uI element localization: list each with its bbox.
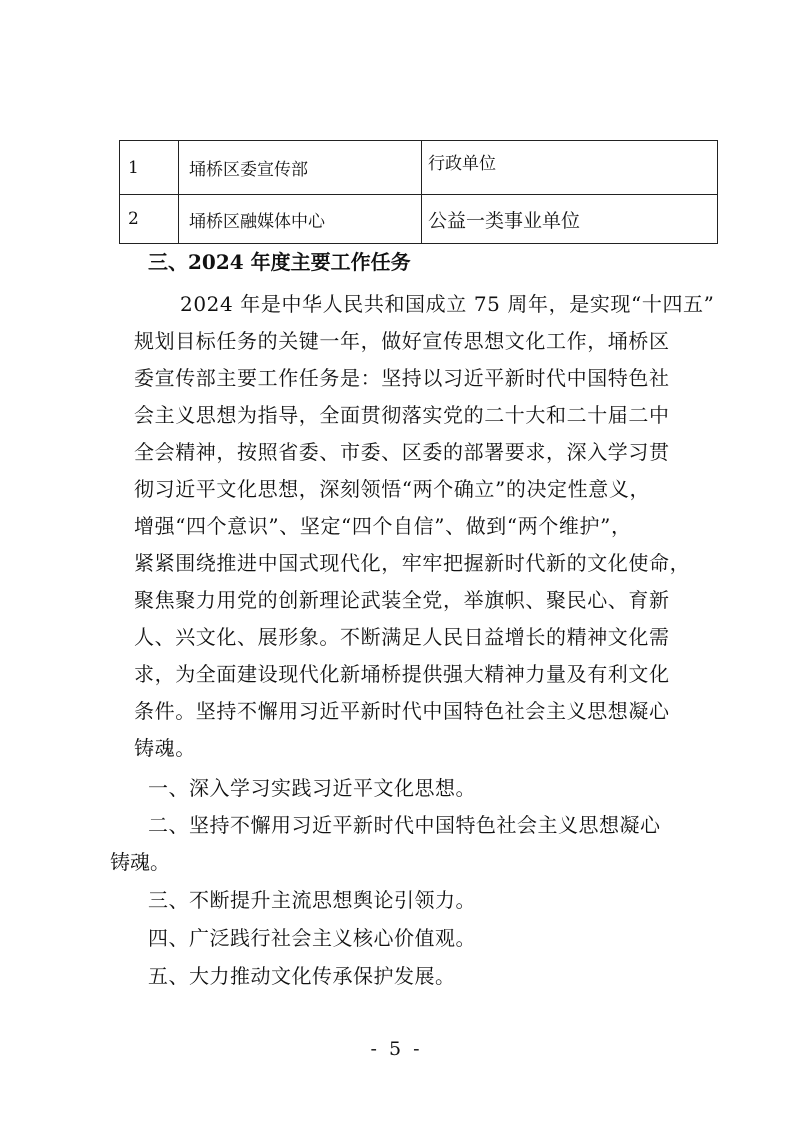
- paragraph-line: 铸魂。: [134, 736, 196, 760]
- paragraph-line: 全会精神，按照省委、市委、区委的部署要求，深入学习贯: [134, 440, 670, 464]
- paragraph-line: 彻习近平文化思想，深刻领悟“两个确立”的决定性意义，: [134, 477, 651, 501]
- paragraph-line: 会主义思想为指导，全面贯彻落实党的二十大和二十届二中: [134, 403, 670, 427]
- list-item: 一、深入学习实践习近平文化思想。: [148, 776, 476, 800]
- unit-name: 埇桥区融媒体中心: [179, 195, 422, 244]
- paragraph-line: 紧紧围绕推进中国式现代化，牢牢把握新时代新的文化使命，: [134, 551, 691, 575]
- paragraph-line: 规划目标任务的关键一年，做好宣传思想文化工作，埇桥区: [134, 329, 670, 353]
- paragraph-line: 求，为全面建设现代化新埇桥提供强大精神力量及有利文化: [134, 662, 670, 686]
- paragraph-line: 委宣传部主要工作任务是：坚持以习近平新时代中国特色社: [134, 366, 670, 390]
- list-item: 二、坚持不懈用习近平新时代中国特色社会主义思想凝心: [148, 813, 661, 837]
- paragraph-line: 聚焦聚力用党的创新理论武装全党，举旗帜、聚民心、育新: [134, 588, 670, 612]
- row-number: 2: [120, 195, 179, 244]
- paragraph-line: 条件。坚持不懈用习近平新时代中国特色社会主义思想凝心: [134, 699, 670, 723]
- list-item-continuation: 铸魂。: [110, 850, 170, 874]
- unit-name: 埇桥区委宣传部: [179, 141, 422, 195]
- list-item: 三、不断提升主流思想舆论引领力。: [148, 888, 476, 912]
- list-item: 五、大力推动文化传承保护发展。: [148, 964, 456, 988]
- table-row: [120, 141, 718, 195]
- unit-table: [119, 140, 718, 244]
- paragraph-line: 2024 年是中华人民共和国成立 75 周年，是实现“十四五”: [180, 292, 715, 316]
- paragraph-line: 增强“四个意识”、坚定“四个自信”、做到“两个维护”，: [134, 514, 632, 538]
- table-row: [120, 195, 718, 244]
- unit-type: 行政单位: [422, 141, 718, 195]
- row-number: 1: [120, 141, 179, 195]
- paragraph-line: 人、兴文化、展形象。不断满足人民日益增长的精神文化需: [134, 625, 670, 649]
- list-item: 四、广泛践行社会主义核心价值观。: [148, 926, 476, 950]
- page-number: - 5 -: [370, 1038, 423, 1060]
- section-heading: 三、2024 年度主要工作任务: [148, 250, 411, 274]
- unit-type: 公益一类事业单位: [422, 195, 718, 244]
